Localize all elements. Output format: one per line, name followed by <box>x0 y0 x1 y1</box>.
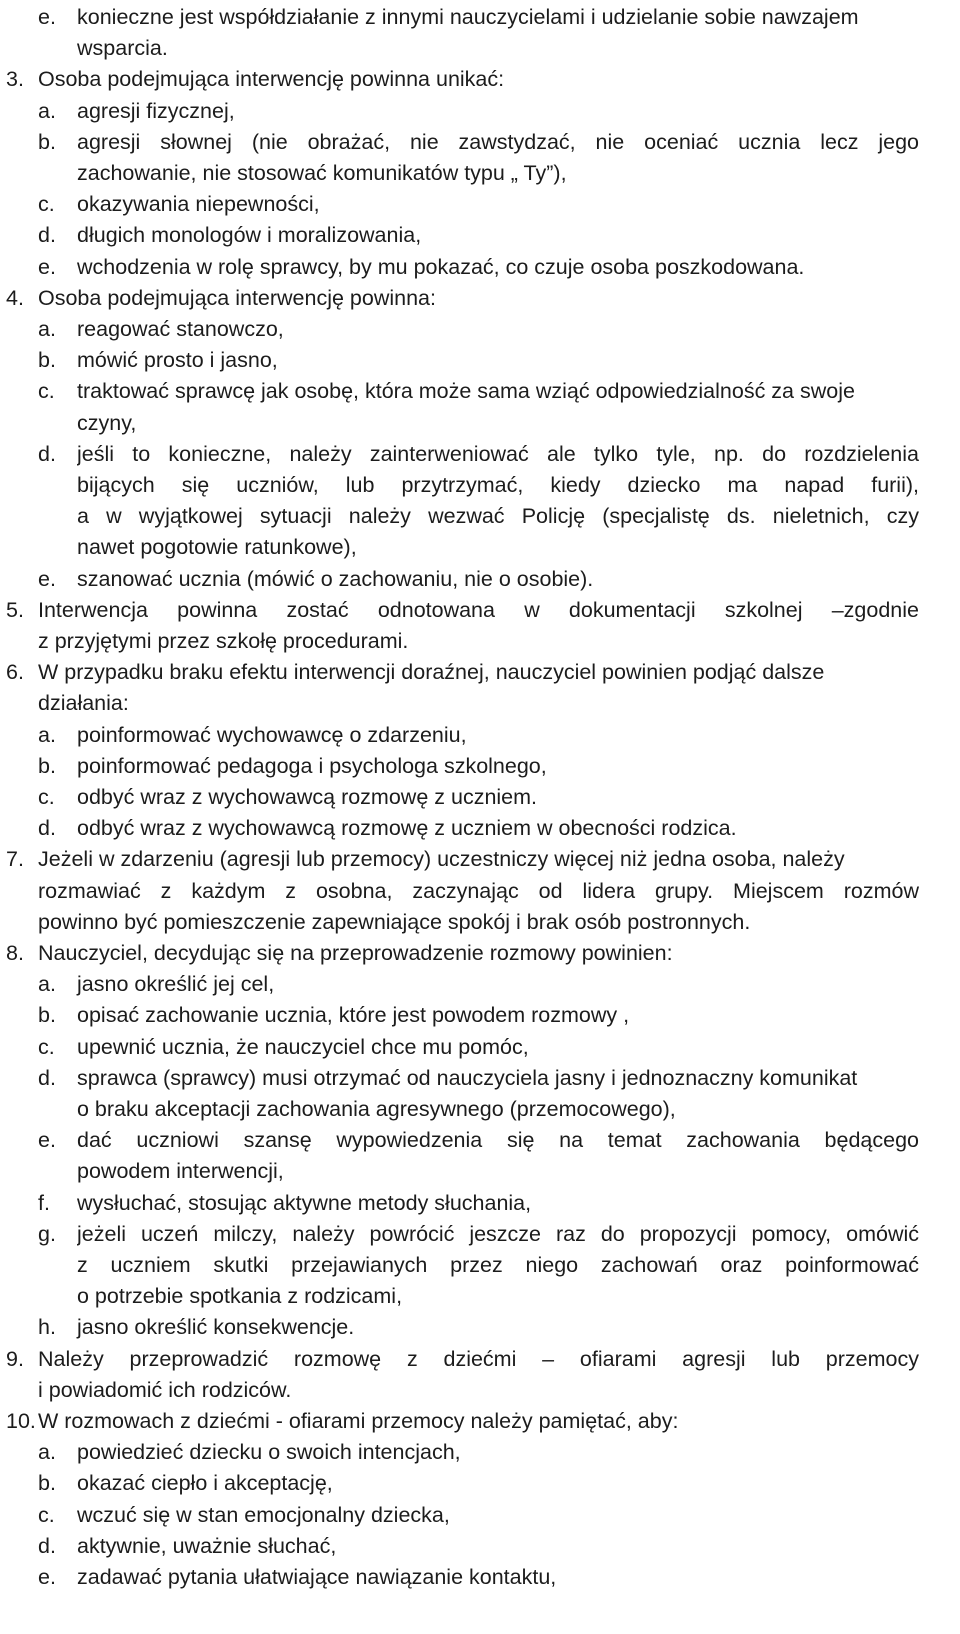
list-item-text: bijących się uczniów, lub przytrzymać, kiedy dziecko ma napad furii), <box>77 473 919 497</box>
list-item <box>0 595 960 626</box>
list-item <box>0 1032 960 1063</box>
list-item <box>0 314 960 345</box>
list-item-continuation <box>0 626 960 657</box>
list-item <box>0 720 960 751</box>
list-item <box>0 439 960 470</box>
list-marker: g. <box>38 1221 56 1246</box>
list-item <box>0 844 960 875</box>
list-item-text: reagować stanowczo, <box>77 317 284 341</box>
list-marker: a. <box>38 972 56 997</box>
list-marker: e. <box>38 1565 56 1589</box>
list-item <box>0 1437 960 1468</box>
list-item <box>0 1188 960 1219</box>
list-item <box>0 376 960 407</box>
list-item-continuation <box>0 1375 960 1406</box>
list-item <box>0 1468 960 1499</box>
list-item-text: okazywania niepewności, <box>77 192 320 217</box>
list-item-text: konieczne jest współdziałanie z innymi nauczycielami i udzielanie sobie nawzajem <box>77 5 859 29</box>
list-marker: e. <box>38 566 56 591</box>
list-item <box>0 1562 960 1593</box>
list-item <box>0 782 960 813</box>
list-marker: c. <box>38 379 55 404</box>
list-item-text: zadawać pytania ułatwiające nawiązanie kontaktu, <box>77 1565 557 1589</box>
list-item-continuation <box>0 907 960 938</box>
list-item-text: Interwencja powinna zostać odnotowana w dokumentacji szkolnej –zgodnie <box>38 597 919 622</box>
list-item-text: poinformować pedagoga i psychologa szkolnego, <box>77 753 547 778</box>
list-item-text: wczuć się w stan emocjonalny dziecka, <box>77 1502 450 1527</box>
list-marker: 7. <box>6 847 24 872</box>
list-marker: 5. <box>6 597 24 622</box>
list-item <box>0 1500 960 1531</box>
list-item-text: Jeżeli w zdarzeniu (agresji lub przemocy) uczestniczy więcej niż jedna osoba, należy <box>38 847 845 872</box>
list-marker: b. <box>38 129 56 154</box>
list-item-text: długich monologów i moralizowania, <box>77 223 422 248</box>
list-item-text: z uczniem skutki przejawianych przez niego zachowań oraz poinformować <box>77 1253 919 1277</box>
list-marker: 4. <box>6 285 24 310</box>
list-item-text: jeśli to konieczne, należy zainterweniować ale tylko tyle, np. do rozdzielenia <box>77 441 919 466</box>
list-item-continuation <box>0 1156 960 1187</box>
list-item-text: poinformować wychowawcę o zdarzeniu, <box>77 722 467 747</box>
list-item-continuation <box>0 876 960 907</box>
list-item-text: okazać ciepło i akceptację, <box>77 1471 333 1496</box>
list-item-continuation <box>0 470 960 501</box>
list-item-text: traktować sprawcę jak osobę, która może sama wziąć odpowiedzialność za swoje <box>77 379 855 404</box>
list-item <box>0 1219 960 1250</box>
list-item-text: W rozmowach z dziećmi - ofiarami przemocy należy pamiętać, aby: <box>38 1409 679 1433</box>
list-item-text: z przyjętymi przez szkołę procedurami. <box>38 629 409 653</box>
list-item <box>0 1531 960 1562</box>
list-item-text: odbyć wraz z wychowawcą rozmowę z uczniem. <box>77 785 538 809</box>
list-marker: a. <box>38 722 56 747</box>
list-item <box>0 2 960 33</box>
list-marker: b. <box>38 1003 56 1028</box>
list-marker: 3. <box>6 67 24 92</box>
list-marker: e. <box>38 5 56 29</box>
list-item-text: sprawca (sprawcy) musi otrzymać od nauczyciela jasny i jednoznaczny komunikat <box>77 1065 858 1090</box>
list-item-text: Osoba podejmująca interwencję powinna unikać: <box>38 67 505 92</box>
list-item-text: powiedzieć dziecku o swoich intencjach, <box>77 1440 461 1465</box>
list-item <box>0 283 960 314</box>
list-item-text: wchodzenia w rolę sprawcy, by mu pokazać, co czuje osoba poszkodowana. <box>77 254 805 279</box>
list-marker: d. <box>38 816 56 841</box>
list-item-text: czyny, <box>77 410 137 435</box>
list-item-text: Osoba podejmująca interwencję powinna: <box>38 285 436 310</box>
list-marker: d. <box>38 1065 56 1090</box>
list-item-continuation <box>0 1281 960 1312</box>
list-marker: d. <box>38 1533 56 1558</box>
list-marker: d. <box>38 441 56 466</box>
list-marker: c. <box>38 1034 55 1059</box>
list-item-continuation <box>0 501 960 532</box>
list-marker: e. <box>38 1128 56 1153</box>
list-item-text: upewnić ucznia, że nauczyciel chce mu pomóc, <box>77 1034 529 1059</box>
list-item-text: mówić prosto i jasno, <box>77 348 278 373</box>
list-item-text: wysłuchać, stosując aktywne metody słuchania, <box>77 1190 532 1215</box>
list-marker: h. <box>38 1315 56 1340</box>
list-item-continuation <box>0 532 960 563</box>
list-item <box>0 751 960 782</box>
list-item <box>0 220 960 251</box>
list-item-text: opisać zachowanie ucznia, które jest powodem rozmowy , <box>77 1003 630 1028</box>
list-item <box>0 657 960 688</box>
list-item-text: jeżeli uczeń milczy, należy powrócić jeszcze raz do propozycji pomocy, omówić <box>77 1221 919 1246</box>
list-item-text: o potrzebie spotkania z rodzicami, <box>77 1284 403 1309</box>
list-item-text: Nauczyciel, decydując się na przeprowadzenie rozmowy powinien: <box>38 941 673 965</box>
list-item-continuation <box>0 408 960 439</box>
list-marker: b. <box>38 1471 56 1496</box>
list-item <box>0 345 960 376</box>
list-item-text: W przypadku braku efektu interwencji doraźnej, nauczyciel powinien podjąć dalsze <box>38 660 825 685</box>
list-item-text: odbyć wraz z wychowawcą rozmowę z uczniem w obecności rodzica. <box>77 816 737 841</box>
list-item <box>0 189 960 220</box>
list-marker: a. <box>38 1440 56 1465</box>
list-marker: a. <box>38 98 56 123</box>
list-marker: 9. <box>6 1346 24 1371</box>
list-marker: 10. <box>6 1409 36 1433</box>
list-item-text: agresji fizycznej, <box>77 98 235 123</box>
list-item <box>0 252 960 283</box>
list-item <box>0 1406 960 1437</box>
list-item <box>0 1000 960 1031</box>
list-item-text: Należy przeprowadzić rozmowę z dziećmi – ofiarami agresji lub przemocy <box>38 1346 919 1371</box>
list-item <box>0 969 960 1000</box>
list-item <box>0 1125 960 1156</box>
list-item-text: rozmawiać z każdym z osobna, zaczynając od lidera grupy. Miejscem rozmów <box>38 878 919 903</box>
list-marker: 8. <box>6 941 24 965</box>
list-item-continuation <box>0 1250 960 1281</box>
list-item-text: jasno określić konsekwencje. <box>77 1315 355 1340</box>
list-marker: c. <box>38 192 55 217</box>
list-item <box>0 127 960 158</box>
list-marker: e. <box>38 254 56 279</box>
list-item-text: nawet pogotowie ratunkowe), <box>77 535 357 560</box>
list-item <box>0 96 960 127</box>
list-item-text: jasno określić jej cel, <box>77 972 275 997</box>
list-marker: c. <box>38 785 55 809</box>
list-item-text: a w wyjątkowej sytuacji należy wezwać Policję (specjalistę ds. nieletnich, czy <box>77 504 919 529</box>
list-item <box>0 938 960 969</box>
list-item <box>0 1312 960 1343</box>
list-item-text: aktywnie, uważnie słuchać, <box>77 1533 337 1558</box>
list-item-continuation <box>0 158 960 189</box>
list-item-continuation <box>0 33 960 64</box>
list-marker: b. <box>38 753 56 778</box>
list-item-text: powodem interwencji, <box>77 1159 284 1184</box>
list-item <box>0 813 960 844</box>
list-item-continuation <box>0 1094 960 1125</box>
list-marker: a. <box>38 317 56 341</box>
list-item <box>0 1344 960 1375</box>
list-marker: 6. <box>6 660 24 685</box>
list-item-text: dać uczniowi szansę wypowiedzenia się na temat zachowania będącego <box>77 1128 919 1153</box>
list-item-text: i powiadomić ich rodziców. <box>38 1377 292 1402</box>
list-marker: c. <box>38 1502 55 1527</box>
list-item-text: zachowanie, nie stosować komunikatów typu „ Ty”), <box>77 161 567 185</box>
list-item-text: agresji słownej (nie obrażać, nie zawstydzać, nie oceniać ucznia lecz jego <box>77 129 919 154</box>
list-item <box>0 64 960 95</box>
list-item-text: działania: <box>38 691 129 716</box>
list-item-text: powinno być pomieszczenie zapewniające spokój i brak osób postronnych. <box>38 909 751 934</box>
list-marker: b. <box>38 348 56 373</box>
list-item-text: o braku akceptacji zachowania agresywnego (przemocowego), <box>77 1097 676 1121</box>
list-item-continuation <box>0 688 960 719</box>
list-marker: d. <box>38 223 56 248</box>
list-item-text: wsparcia. <box>77 36 168 61</box>
list-marker: f. <box>38 1190 50 1215</box>
list-item <box>0 564 960 595</box>
list-item-text: szanować ucznia (mówić o zachowaniu, nie o osobie). <box>77 566 594 591</box>
list-item <box>0 1063 960 1094</box>
